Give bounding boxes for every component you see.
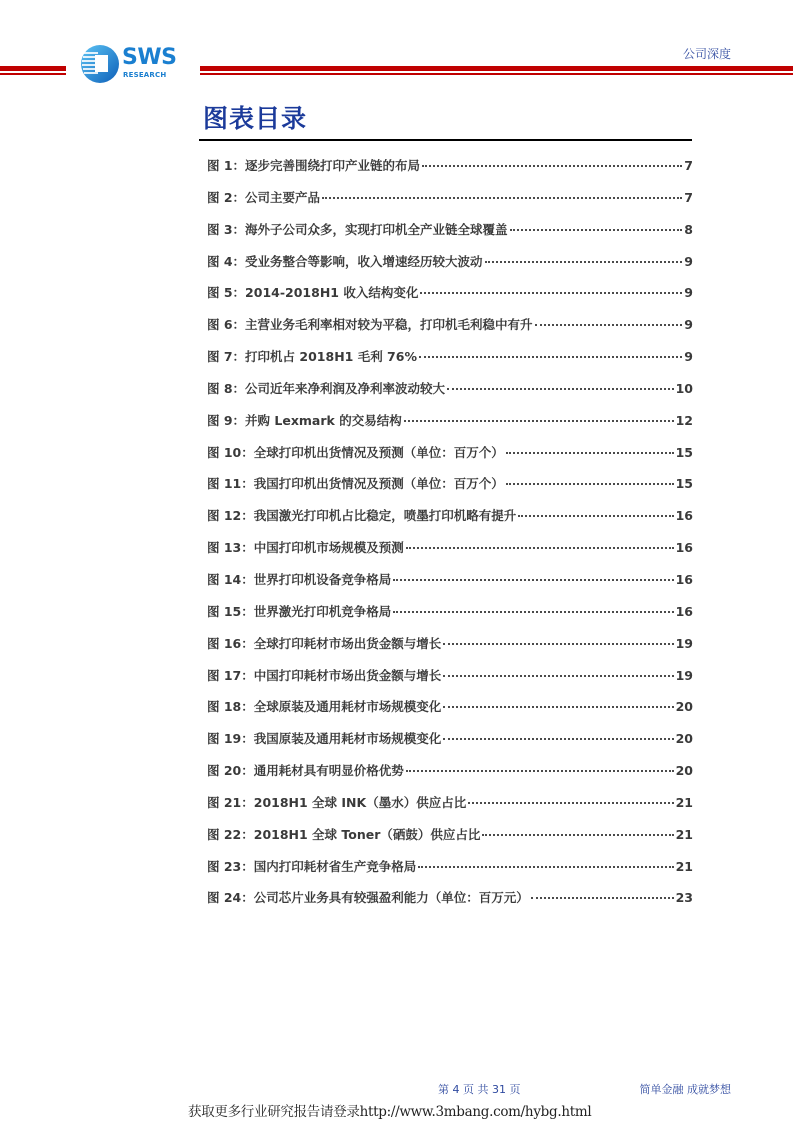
- toc-entry-label: 图 6：主营业务毛利率相对较为平稳，打印机毛利稳中有升: [207, 317, 533, 333]
- toc-entry-fig-22[interactable]: [207, 824, 693, 856]
- toc-entry-fig-13[interactable]: [207, 537, 693, 569]
- toc-leader-dots: [322, 197, 682, 199]
- toc-entry-page: 16: [675, 508, 693, 524]
- toc-leader-dots: [506, 483, 674, 485]
- toc-entry-fig-11[interactable]: [207, 473, 693, 505]
- toc-entry-fig-18[interactable]: [207, 696, 693, 728]
- sws-logo-icon: [80, 44, 120, 84]
- title-divider: [199, 139, 692, 141]
- toc-entry-label: 图 7：打印机占 2018H1 毛利 76%: [207, 349, 417, 365]
- toc-entry-page: 9: [684, 349, 693, 365]
- toc-entry-fig-15[interactable]: [207, 601, 693, 633]
- rule-thin: [0, 73, 66, 75]
- toc-leader-dots: [531, 897, 674, 899]
- toc-leader-dots: [393, 579, 673, 581]
- toc-entry-page: 7: [684, 158, 693, 173]
- sws-research-logo: [80, 44, 184, 86]
- logo-subtitle: RESEARCH: [123, 71, 167, 79]
- toc-entry-page: 20: [675, 699, 693, 715]
- toc-entry-label: 图 13：中国打印机市场规模及预测: [207, 540, 404, 556]
- figure-toc-list: [207, 155, 693, 919]
- toc-entry-fig-3[interactable]: [207, 219, 693, 251]
- toc-entry-page: 16: [675, 540, 693, 556]
- toc-entry-label: 图 19：我国原装及通用耗材市场规模变化: [207, 731, 442, 747]
- toc-entry-fig-8[interactable]: [207, 378, 693, 410]
- toc-entry-label: 图 18：全球原装及通用耗材市场规模变化: [207, 699, 442, 715]
- toc-leader-dots: [447, 388, 674, 390]
- toc-entry-label: 图 9：并购 Lexmark 的交易结构: [207, 412, 402, 428]
- toc-entry-fig-5[interactable]: [207, 282, 693, 314]
- toc-entry-page: 9: [684, 253, 693, 269]
- toc-leader-dots: [418, 866, 673, 868]
- toc-entry-fig-19[interactable]: [207, 728, 693, 760]
- toc-leader-dots: [468, 802, 673, 804]
- toc-entry-label: 图 14：世界打印机设备竞争格局: [207, 571, 392, 587]
- toc-entry-page: 7: [684, 189, 693, 205]
- toc-leader-dots: [443, 643, 673, 645]
- toc-leader-dots: [406, 547, 674, 549]
- toc-entry-label: 图 10：全球打印机出货情况及预测（单位：百万个）: [207, 444, 504, 460]
- toc-entry-page: 20: [675, 731, 693, 747]
- toc-entry-page: 21: [675, 794, 693, 810]
- toc-entry-fig-21[interactable]: [207, 792, 693, 824]
- toc-entry-fig-10[interactable]: [207, 442, 693, 474]
- toc-entry-fig-23[interactable]: [207, 856, 693, 888]
- header-rule-right: [200, 66, 793, 76]
- toc-entry-label: 图 17：中国打印耗材市场出货金额与增长: [207, 667, 442, 683]
- toc-entry-fig-24[interactable]: [207, 887, 693, 919]
- toc-entry-label: 图 8：公司近年来净利润及净利率波动较大: [207, 380, 446, 396]
- toc-entry-fig-17[interactable]: [207, 665, 693, 697]
- toc-leader-dots: [443, 738, 673, 740]
- toc-entry-page: 8: [684, 221, 693, 237]
- toc-entry-fig-6[interactable]: [207, 314, 693, 346]
- toc-entry-page: 15: [675, 476, 693, 492]
- toc-entry-label: 图 1：逐步完善围绕打印产业链的布局: [207, 158, 421, 173]
- toc-entry-label: 图 20：通用耗材具有明显价格优势: [207, 763, 404, 779]
- toc-leader-dots: [420, 292, 682, 294]
- toc-entry-fig-20[interactable]: [207, 760, 693, 792]
- toc-entry-page: 21: [675, 826, 693, 842]
- toc-entry-fig-4[interactable]: [207, 251, 693, 283]
- toc-entry-fig-7[interactable]: [207, 346, 693, 378]
- toc-entry-fig-2[interactable]: [207, 187, 693, 219]
- toc-leader-dots: [443, 706, 673, 708]
- toc-leader-dots: [482, 834, 673, 836]
- toc-entry-page: 9: [684, 317, 693, 333]
- toc-entry-fig-1[interactable]: [207, 155, 693, 187]
- toc-leader-dots: [393, 611, 673, 613]
- toc-entry-label: 图 24：公司芯片业务具有较强盈利能力（单位：百万元）: [207, 890, 529, 906]
- toc-entry-page: 23: [675, 890, 693, 906]
- toc-leader-dots: [518, 515, 673, 517]
- toc-leader-dots: [419, 356, 682, 358]
- toc-entry-label: 图 21：2018H1 全球 INK（墨水）供应占比: [207, 794, 467, 810]
- toc-entry-fig-14[interactable]: [207, 569, 693, 601]
- toc-entry-label: 图 15：世界激光打印机竞争格局: [207, 603, 392, 619]
- toc-leader-dots: [506, 452, 674, 454]
- toc-entry-page: 15: [675, 444, 693, 460]
- toc-entry-label: 图 3：海外子公司众多，实现打印机全产业链全球覆盖: [207, 221, 508, 237]
- toc-entry-page: 16: [675, 603, 693, 619]
- footer-promo-link[interactable]: 获取更多行业研究报告请登录http://www.3mbang.com/hybg.html: [188, 1104, 592, 1120]
- page-title: 图表目录: [203, 104, 308, 133]
- toc-leader-dots: [443, 675, 673, 677]
- toc-entry-page: 21: [675, 858, 693, 874]
- toc-entry-fig-16[interactable]: [207, 633, 693, 665]
- toc-entry-page: 12: [675, 412, 693, 428]
- toc-entry-page: 16: [675, 571, 693, 587]
- toc-entry-label: 图 2：公司主要产品: [207, 189, 321, 205]
- toc-entry-label: 图 11：我国打印机出货情况及预测（单位：百万个）: [207, 476, 504, 492]
- toc-entry-page: 20: [675, 763, 693, 779]
- footer-page-number: 第 4 页 共 31 页: [438, 1083, 521, 1096]
- toc-entry-page: 10: [675, 380, 693, 396]
- toc-entry-label: 图 22：2018H1 全球 Toner（硒鼓）供应占比: [207, 826, 481, 842]
- rule-thin: [200, 73, 793, 75]
- toc-entry-page: 19: [675, 667, 693, 683]
- toc-entry-page: 9: [684, 285, 693, 301]
- rule-thick: [0, 66, 66, 71]
- toc-entry-label: 图 23：国内打印耗材省生产竞争格局: [207, 858, 417, 874]
- toc-leader-dots: [422, 165, 682, 167]
- footer-slogan: 简单金融 成就梦想: [639, 1083, 731, 1096]
- logo-wordmark: SWS: [122, 45, 177, 70]
- toc-leader-dots: [535, 324, 683, 326]
- toc-entry-label: 图 5：2014-2018H1 收入结构变化: [207, 285, 419, 301]
- toc-entry-fig-12[interactable]: [207, 505, 693, 537]
- rule-thick: [200, 66, 793, 71]
- toc-entry-label: 图 12：我国激光打印机占比稳定，喷墨打印机略有提升: [207, 508, 517, 524]
- toc-leader-dots: [404, 420, 674, 422]
- toc-entry-page: 19: [675, 635, 693, 651]
- toc-entry-label: 图 4：受业务整合等影响，收入增速经历较大波动: [207, 253, 483, 269]
- toc-leader-dots: [510, 229, 683, 231]
- toc-entry-label: 图 16：全球打印耗材市场出货金额与增长: [207, 635, 442, 651]
- header-rule-left: [0, 66, 66, 76]
- toc-leader-dots: [406, 770, 674, 772]
- toc-leader-dots: [485, 261, 683, 263]
- document-type-label: 公司深度: [682, 47, 731, 61]
- toc-entry-fig-9[interactable]: [207, 410, 693, 442]
